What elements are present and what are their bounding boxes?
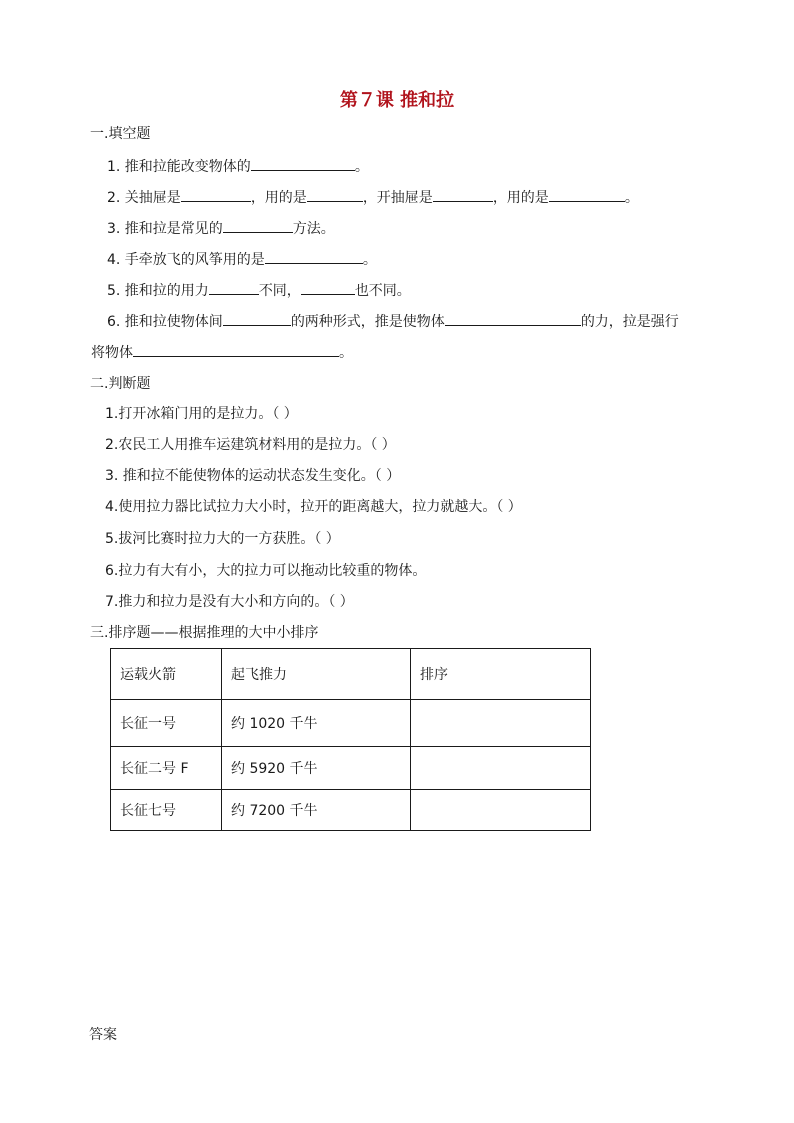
section-sort-heading: 三.排序题——根据推理的大中小排序 (90, 625, 319, 641)
table-cell: 长征七号 (111, 790, 222, 831)
answer-blank[interactable] (209, 280, 259, 295)
table-cell: 约 5920 千牛 (222, 747, 411, 790)
question-5: 5. 推和拉的用力 不同， 也不同。 (107, 280, 411, 301)
answer-blank[interactable] (301, 280, 355, 295)
judge-item: 1.打开冰箱门用的是拉力。（ ） (105, 406, 298, 422)
question-2: 2. 关抽屉是 ，用的是 ，开抽屉是 ，用的是 。 (107, 187, 639, 208)
question-1: 1. 推和拉能改变物体的 。 (107, 156, 369, 177)
judge-item: 6.拉力有大有小，大的拉力可以拖动比较重的物体。 (105, 563, 427, 579)
table-row (111, 790, 591, 831)
answer-blank[interactable] (223, 218, 293, 233)
table-cell: 长征二号 F (111, 747, 222, 790)
rocket-table (110, 648, 591, 831)
answer-blank[interactable] (265, 249, 363, 264)
answer-blank[interactable] (549, 187, 625, 202)
answer-heading: 答案 (89, 1027, 117, 1043)
answer-blank[interactable] (133, 342, 339, 357)
question-4: 4. 手牵放飞的风筝用的是 。 (107, 249, 377, 270)
table-cell-answer[interactable] (411, 700, 591, 747)
judge-item: 3. 推和拉不能使物体的运动状态发生变化。（ ） (105, 468, 401, 484)
answer-blank[interactable] (251, 156, 355, 171)
table-cell-answer[interactable] (411, 747, 591, 790)
table-cell: 长征一号 (111, 700, 222, 747)
table-cell-answer[interactable] (411, 790, 591, 831)
question-3: 3. 推和拉是常见的 方法。 (107, 218, 335, 239)
judge-item: 4.使用拉力器比试拉力大小时，拉开的距离越大，拉力就越大。（ ） (105, 499, 522, 515)
judge-item: 2.农民工人用推车运建筑材料用的是拉力。（ ） (105, 437, 396, 453)
section-fill-blank-heading: 一.填空题 (90, 126, 151, 142)
table-cell: 约 7200 千牛 (222, 790, 411, 831)
question-6-continued: 将物体 。 (91, 342, 353, 363)
answer-blank[interactable] (223, 311, 291, 326)
table-header-row (111, 649, 591, 700)
table-header-cell: 运载火箭 (111, 649, 222, 700)
table-header-cell: 起飞推力 (222, 649, 411, 700)
table-row (111, 700, 591, 747)
question-6: 6. 推和拉使物体间 的两种形式，推是使物体 的力，拉是强行 (107, 311, 679, 332)
section-judge-heading: 二.判断题 (90, 376, 151, 392)
answer-blank[interactable] (445, 311, 581, 326)
table-cell: 约 1020 千牛 (222, 700, 411, 747)
table-header-cell: 排序 (411, 649, 591, 700)
page-title: 第７课 推和拉 (339, 90, 455, 111)
judge-item: 5.拔河比赛时拉力大的一方获胜。（ ） (105, 531, 340, 547)
answer-blank[interactable] (307, 187, 363, 202)
answer-blank[interactable] (433, 187, 493, 202)
answer-blank[interactable] (181, 187, 251, 202)
table-row (111, 747, 591, 790)
judge-item: 7.推力和拉力是没有大小和方向的。（ ） (105, 594, 354, 610)
